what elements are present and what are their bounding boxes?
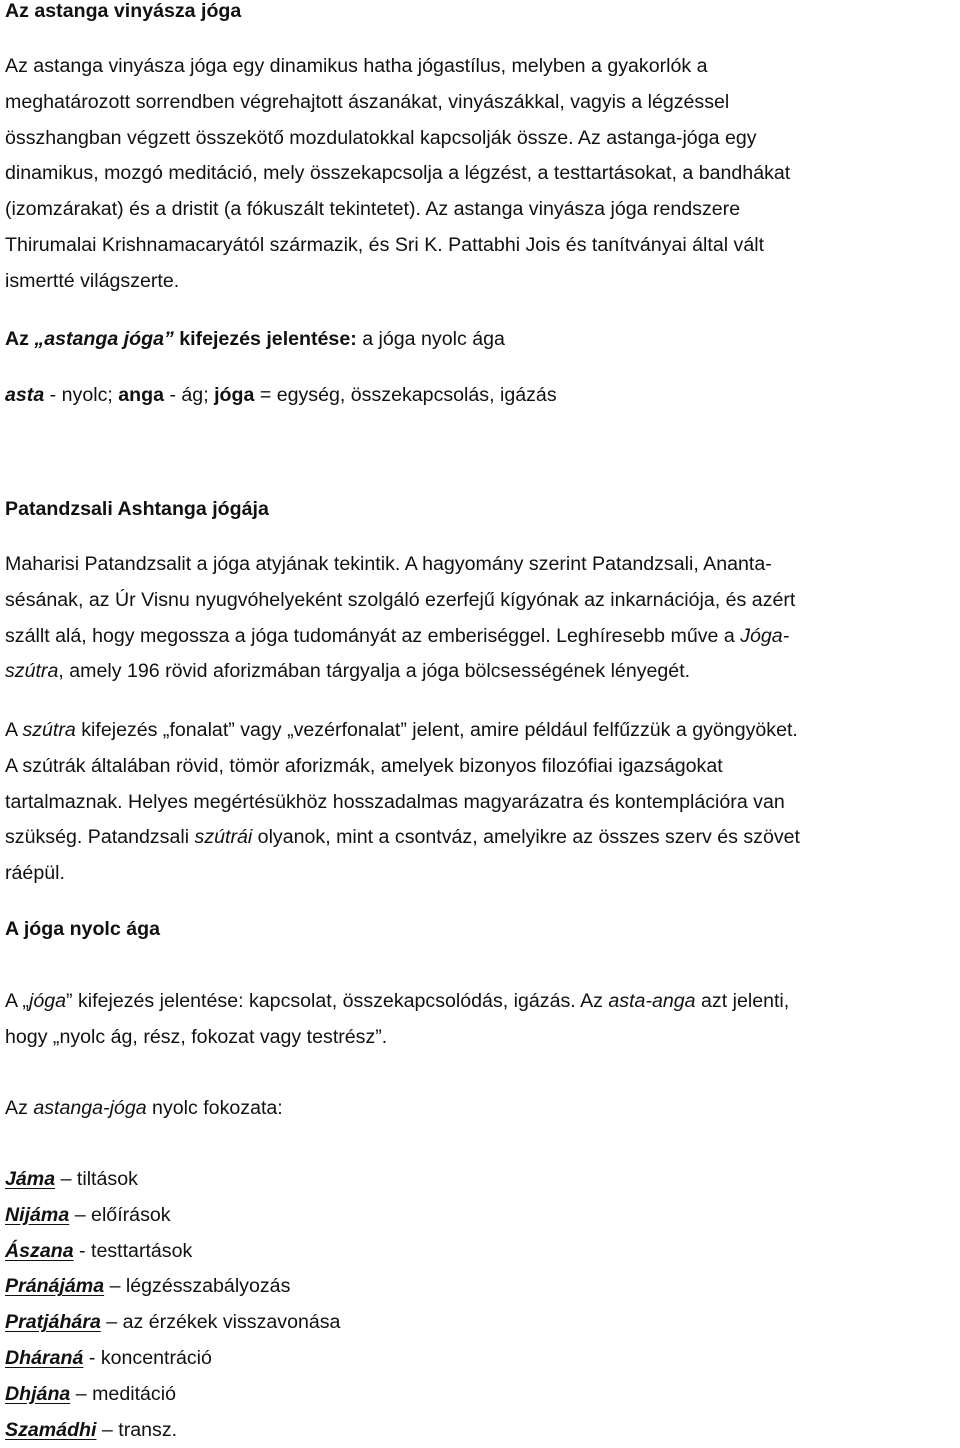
text-line: (izomzárakat) és a dristit (a fókuszált tekintetet). Az astanga vinyásza jóga rendszere [5, 198, 741, 221]
text-line: Thirumalai Krishnamacaryától származik, és Sri K. Pattabhi Jois és tanítványai által vált [5, 233, 765, 256]
etym-anga: anga [118, 384, 164, 406]
stages-intro [5, 1091, 283, 1127]
limb-description: – meditáció [70, 1382, 176, 1405]
document-title: Az astanga vinyásza jóga [5, 0, 242, 22]
italic-term: szútra [5, 660, 59, 683]
list-item [5, 1341, 340, 1377]
limb-description: - koncentráció [83, 1346, 212, 1369]
italic-term: Jóga- [740, 624, 790, 647]
term-meaning: a jóga nyolc ága [356, 328, 505, 350]
text-line [5, 820, 800, 856]
text-line: ráépül. [5, 862, 65, 885]
list-item [5, 1162, 340, 1198]
text-line: tartalmaznak. Helyes megértésükhöz hosszadalmas magyarázatra és kontemplációra van [5, 790, 785, 813]
text-span: , amely 196 rövid aforizmában tárgyalja a jóga bölcsességének lényegét. [58, 660, 691, 683]
text-line [5, 654, 795, 690]
text-line: dinamikus, mozgó meditáció, mely összekapcsolja a légzést, a testtartásokat, a bandhákat [5, 162, 791, 185]
text-line: összhangban végzett összekötő mozdulatokkal kapcsolják össze. Az astanga-jóga egy [5, 126, 757, 149]
text-line: A szútrák általában rövid, tömör aforizmák, amelyek bizonyos filozófiai igazságokat [5, 754, 723, 777]
limb-description: - testtartások [73, 1239, 193, 1262]
joga-meaning-paragraph [5, 984, 789, 1056]
term-prefix: Az [5, 328, 35, 350]
text-line: sésának, az Úr Visnu nyugvóhelyeként szolgáló ezerfejű kígyónak az inkarnációja, és azért [5, 588, 796, 611]
text-span: szükség. Patandzsali [5, 826, 195, 849]
text-span: Az [5, 1097, 34, 1119]
limb-name: Ászana [5, 1239, 74, 1262]
text-line [5, 984, 789, 1020]
etym-joga: jóga [214, 384, 255, 406]
limb-name: Dhjána [5, 1382, 71, 1405]
term-label: kifejezés jelentése: [173, 328, 357, 350]
text-span: ” kifejezés jelentése: kapcsolat, összekapcsolódás, igázás. Az [66, 990, 609, 1012]
limb-name: Pránájáma [5, 1275, 105, 1298]
limb-description: – előírások [69, 1203, 171, 1226]
limb-name: Jáma [5, 1168, 56, 1190]
text-span: szállt alá, hogy megossza a jóga tudományát az emberiséggel. Leghíresebb műve a [5, 624, 741, 647]
term-meaning-line [5, 322, 505, 358]
section-heading-patandzsali: Patandzsali Ashtanga jógája [5, 498, 269, 520]
patandzsali-paragraph [5, 547, 795, 690]
text-line: hogy „nyolc ág, rész, fokozat vagy testrész”. [5, 1025, 388, 1048]
etym-asta: asta [5, 384, 45, 406]
list-item [5, 1305, 340, 1341]
text-span: nyolc fokozata: [146, 1097, 283, 1119]
sutra-paragraph [5, 713, 800, 892]
eight-limbs-list [5, 1162, 340, 1448]
limb-description: – tiltások [55, 1168, 138, 1190]
text-span: kifejezés „fonalat” vagy „vezérfonalat” jelent, amire például felfűzzük a gyöngyöket. [75, 719, 798, 741]
limb-name: Dháraná [5, 1346, 84, 1369]
term-astanga-joga: „astanga jóga” [34, 328, 174, 350]
text-line [5, 619, 795, 655]
text-span: olyanok, mint a csontváz, amelyikre az összes szerv és szövet [252, 826, 800, 849]
etymology-line [5, 378, 557, 414]
list-item [5, 1234, 340, 1270]
limb-name: Szamádhi [5, 1418, 97, 1441]
text-line: Maharisi Patandzsalit a jóga atyjának tekintik. A hagyomány szerint Patandzsali, Ananta- [5, 553, 772, 575]
limb-name: Nijáma [5, 1203, 70, 1226]
text-span: azt jelenti, [695, 990, 790, 1012]
limb-description: – az érzékek visszavonása [100, 1311, 341, 1334]
etym-joga-def: = egység, összekapcsolás, igázás [254, 384, 557, 406]
list-item [5, 1198, 340, 1234]
etym-asta-def: - nyolc; [44, 384, 119, 406]
limb-name: Pratjáhára [5, 1311, 101, 1334]
list-item [5, 1413, 340, 1448]
list-item [5, 1269, 340, 1305]
text-line: meghatározott sorrendben végrehajtott ászanákat, vinyászákkal, vagyis a légzéssel [5, 90, 730, 113]
limb-description: – transz. [96, 1418, 178, 1441]
italic-term: jóga [28, 990, 67, 1012]
etym-anga-def: - ág; [164, 384, 215, 406]
text-line [5, 713, 800, 749]
limb-description: – légzésszabályozás [104, 1275, 291, 1298]
italic-term: szútrái [194, 826, 253, 849]
text-line: Az astanga vinyásza jóga egy dinamikus hatha jógastílus, melyben a gyakorlók a [5, 55, 708, 77]
text-span: A „ [5, 990, 29, 1012]
italic-term: asta-anga [608, 990, 696, 1012]
section-heading-nyolc-ag: A jóga nyolc ága [5, 918, 160, 940]
text-line: ismertté világszerte. [5, 269, 180, 292]
text-span: A [5, 719, 23, 741]
intro-paragraph [5, 49, 790, 300]
italic-term: szútra [22, 719, 76, 741]
list-item [5, 1377, 340, 1413]
italic-term: astanga-jóga [33, 1097, 147, 1119]
